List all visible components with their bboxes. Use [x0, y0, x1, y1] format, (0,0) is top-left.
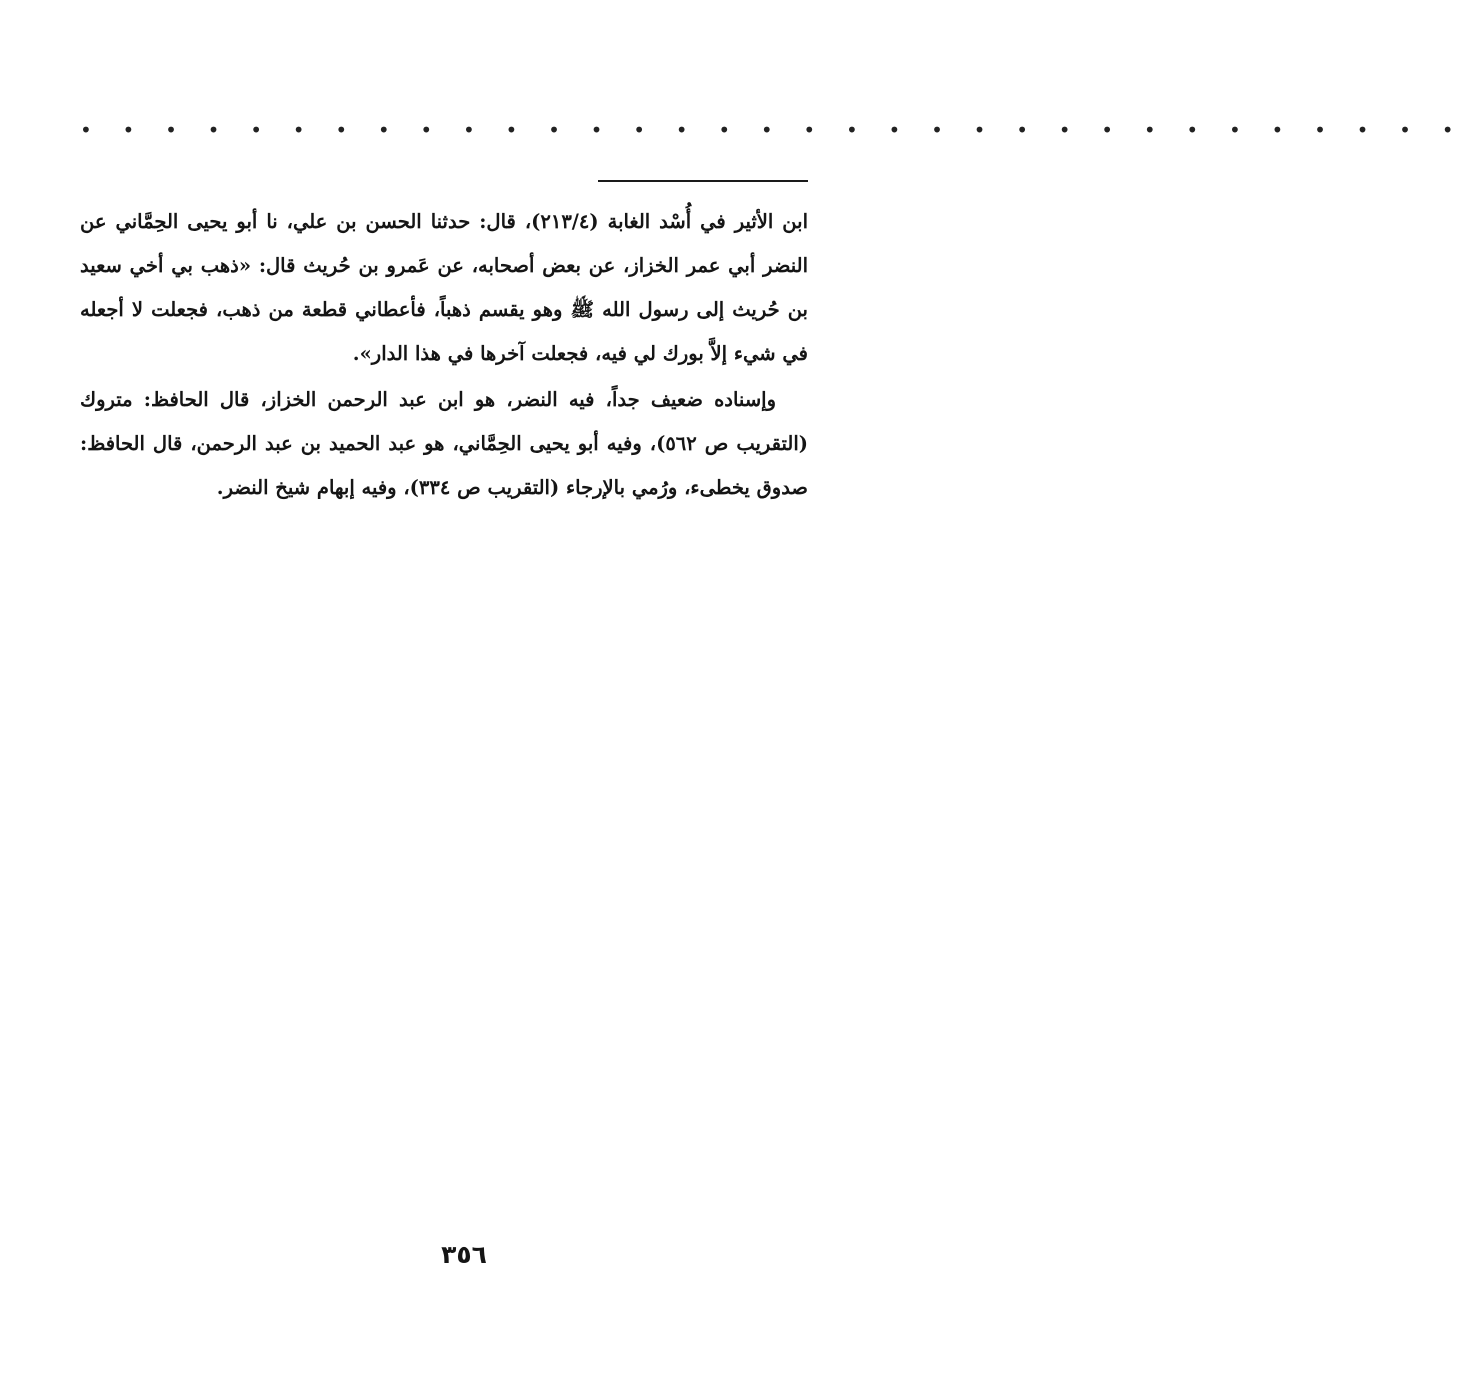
- footnote-rule: [598, 180, 808, 182]
- footnote-block: [80, 200, 808, 510]
- footnote-paragraph-source: ابن الأثير في أُسْد الغابة (٢١٣/٤)، قال: حدثنا الحسن بن علي، نا أبو يحيى الحِمَّاني عن النضر أبي عمر الخزاز، عن بعض أصحابه، عن عَمرو بن حُريث قال: «ذهب بي أخي سعيد بن حُريث إلى رسول الله ﷺ وهو يقسم ذهباً، فأعطاني قطعة من ذهب، فجعلت لا أجعله في شيء إلاَّ بورك لي فيه، فجعلت آخرها في هذا الدار».: [80, 210, 808, 365]
- footnote-paragraph-grading: وإسناده ضعيف جداً، فيه النضر، هو ابن عبد الرحمن الخزاز، قال الحافظ: متروك (التقريب ص ٥٦٢)، وفيه أبو يحيى الحِمَّاني، هو عبد الحميد بن عبد الرحمن، قال الحافظ: صدوق يخطىء، ورُمي بالإرجاء (التقريب ص ٣٣٤)، وفيه إبهام شيخ النضر.: [80, 388, 808, 499]
- page-number: ٣٥٦: [441, 1240, 487, 1269]
- dotted-separator: • • • • • • • • • • • • • • • • • • • • • • • • • • • • • • • • •: [80, 118, 1466, 142]
